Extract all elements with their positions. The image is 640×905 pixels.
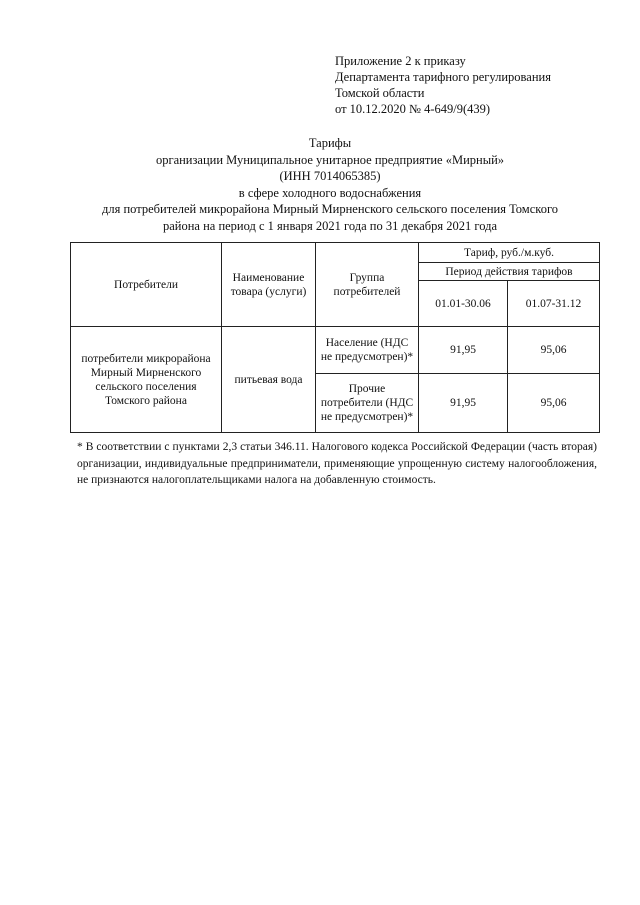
header-tariff: Тариф, руб./м.куб. xyxy=(419,243,600,263)
title-line-2: организации Муниципальное унитарное предприятие «Мирный» xyxy=(155,152,505,167)
group-cell: Население (НДС не предусмотрен)* xyxy=(316,327,419,374)
title-line-4: в сфере холодного водоснабжения xyxy=(238,185,422,200)
title-line-1: Тарифы xyxy=(308,136,352,150)
header-goods: Наименование товара (услуги) xyxy=(222,243,316,327)
tariff-table xyxy=(70,242,600,433)
header-consumers: Потребители xyxy=(71,243,222,327)
group-cell: Прочие потребители (НДС не предусмотрен)* xyxy=(316,374,419,433)
footnote: * В соответствии с пунктами 2,3 статьи 346.11. Налогового кодекса Российской Федерации (часть вторая) организации, индивидуальные предприниматели, применяющие упрощенную систему налогообложения, не признаются налогоплательщиками налога на добавленную стоимость. xyxy=(77,441,597,486)
document-title xyxy=(60,135,600,234)
title-line-3: (ИНН 7014065385) xyxy=(279,169,381,183)
title-line-5: для потребителей микрорайона Мирный Мирненского сельского поселения Томского xyxy=(101,202,559,216)
header-period-2: 01.07-31.12 xyxy=(508,281,600,327)
appendix-line-1: Приложение 2 к приказу xyxy=(335,54,466,68)
tariff-cell: 91,95 xyxy=(419,327,508,374)
header-group: Группа потребителей xyxy=(316,243,419,327)
appendix-note xyxy=(335,53,551,117)
title-line-6: района на период с 1 января 2021 года по 31 декабря 2021 года xyxy=(162,218,498,233)
appendix-line-3: Томской области xyxy=(335,86,425,100)
consumer-cell: потребители микрорайона Мирный Мирненского сельского поселения Томского района xyxy=(71,327,222,433)
appendix-line-4: от 10.12.2020 № 4-649/9(439) xyxy=(335,102,491,116)
header-period-1: 01.01-30.06 xyxy=(419,281,508,327)
header-period: Период действия тарифов xyxy=(419,263,600,281)
tariff-cell: 95,06 xyxy=(508,327,600,374)
table-row xyxy=(71,327,600,374)
goods-cell: питьевая вода xyxy=(222,327,316,433)
tariff-cell: 91,95 xyxy=(419,374,508,433)
tariff-cell: 95,06 xyxy=(508,374,600,433)
appendix-line-2: Департамента тарифного регулирования xyxy=(335,70,551,84)
